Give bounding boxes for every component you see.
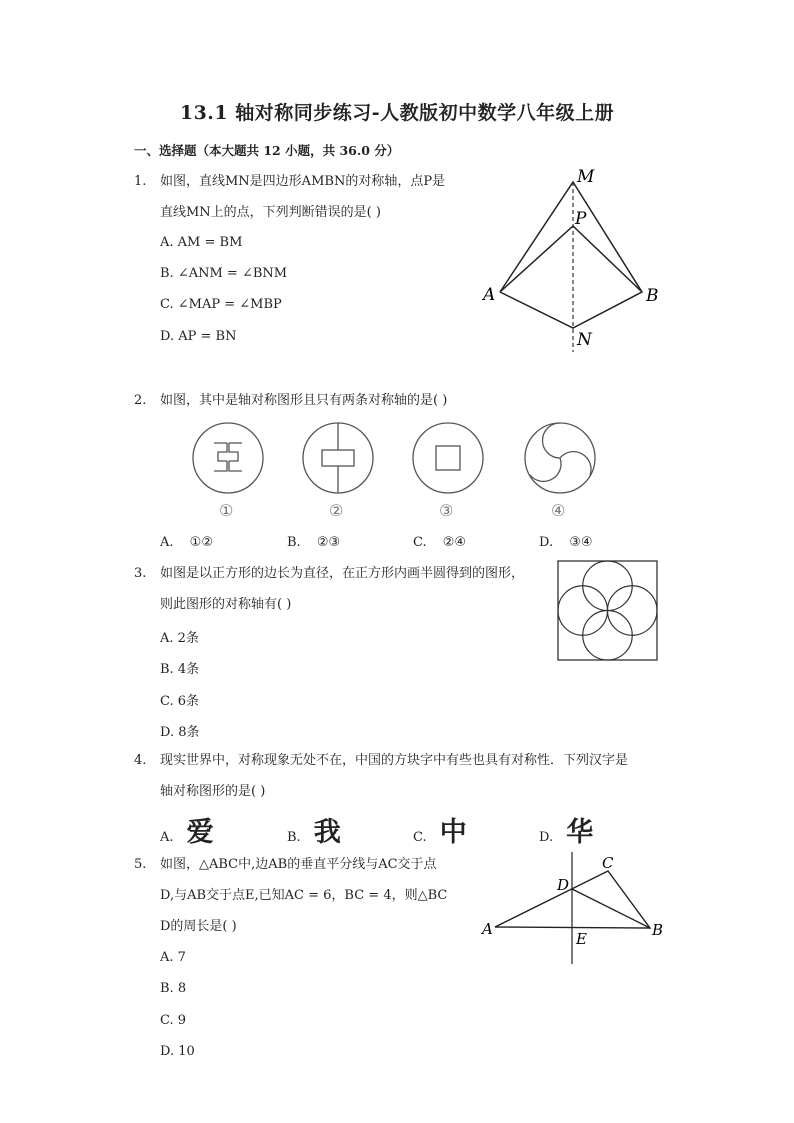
q4-text-line1: 现实世界中，对称现象无处不在，中国的方块字中有些也具有对称性．下列汉字是 bbox=[160, 753, 629, 768]
q5-number: 5. bbox=[134, 857, 147, 872]
section-heading: 一、选择题（本大题共 12 小题，共 36.0 分） bbox=[134, 143, 400, 158]
q3-option-c[interactable]: C. 6条 bbox=[160, 694, 200, 709]
q3-text-line1: 如图是以正方形的边长为直径，在正方形内画半圆得到的图形， bbox=[160, 566, 525, 581]
q2-option-c-letter: C. bbox=[413, 535, 427, 550]
q2-option-d-value: ③④ bbox=[569, 535, 593, 550]
q5-option-d[interactable]: D. 10 bbox=[160, 1044, 195, 1059]
label-p: P bbox=[575, 209, 587, 229]
q5-option-a[interactable]: A. 7 bbox=[160, 950, 186, 965]
q2-number: 2. bbox=[134, 393, 147, 408]
q1-option-d[interactable]: D. AP = BN bbox=[160, 329, 237, 344]
q1-text-line2: 直线MN上的点，下列判断错误的是( ) bbox=[160, 205, 381, 220]
segment-bd bbox=[572, 889, 650, 928]
q4-option-a-letter: A. bbox=[160, 830, 174, 845]
q2-option-b-letter: B. bbox=[287, 535, 301, 550]
q4-option-b-char: 我 bbox=[313, 817, 341, 848]
fig-label-4: ④ bbox=[551, 501, 566, 520]
coin-figure-3 bbox=[413, 423, 483, 520]
page-title: 13.1 轴对称同步练习-人教版初中数学八年级上册 bbox=[179, 102, 615, 124]
q1-number: 1. bbox=[134, 174, 147, 189]
q4-number: 4. bbox=[134, 753, 147, 768]
q1-figure-kite bbox=[470, 160, 670, 360]
coin-figure-1 bbox=[193, 423, 263, 520]
label-d: D bbox=[557, 876, 570, 894]
q4-option-b[interactable] bbox=[287, 810, 341, 849]
label-e: E bbox=[576, 930, 587, 948]
q4-option-d[interactable] bbox=[539, 810, 593, 849]
q3-option-a[interactable]: A. 2条 bbox=[160, 631, 199, 646]
coin-figure-2 bbox=[303, 423, 373, 520]
q2-figures bbox=[180, 418, 620, 523]
q2-option-d-letter: D. bbox=[539, 535, 554, 550]
q4-option-d-char: 华 bbox=[566, 817, 594, 848]
fig-label-3: ③ bbox=[439, 501, 454, 520]
q2-option-d[interactable] bbox=[539, 535, 593, 550]
q1-option-b[interactable]: B. ∠ANM = ∠BNM bbox=[160, 266, 288, 281]
q1-text-line1: 如图，直线MN是四边形AMBN的对称轴，点P是 bbox=[160, 174, 446, 189]
q5-text-line3: D的周长是( ) bbox=[160, 919, 237, 934]
q3-figure-square-petals bbox=[557, 560, 659, 662]
q2-option-a-value: ①② bbox=[189, 535, 213, 550]
fig-label-2: ② bbox=[329, 501, 344, 520]
q4-option-d-letter: D. bbox=[539, 830, 554, 845]
q1-option-c[interactable]: C. ∠MAP = ∠MBP bbox=[160, 297, 282, 312]
q4-option-c-letter: C. bbox=[413, 830, 427, 845]
label-a: A bbox=[482, 920, 493, 938]
q3-option-d[interactable]: D. 8条 bbox=[160, 725, 200, 740]
q4-option-b-letter: B. bbox=[287, 830, 301, 845]
q5-text-line1: 如图，△ABC中,边AB的垂直平分线与AC交于点 bbox=[160, 857, 437, 872]
q1-option-a[interactable]: A. AM = BM bbox=[160, 235, 243, 250]
q2-option-c-value: ②④ bbox=[442, 535, 467, 550]
label-c: C bbox=[602, 854, 614, 872]
q2-option-b[interactable] bbox=[287, 535, 340, 550]
q2-option-b-value: ②③ bbox=[316, 535, 341, 550]
label-b: B bbox=[646, 286, 659, 306]
q4-option-a[interactable] bbox=[160, 810, 214, 849]
q5-text-line2: D,与AB交于点E,已知AC = 6，BC = 4，则△BC bbox=[160, 888, 448, 903]
label-a: A bbox=[483, 285, 496, 305]
q5-option-c[interactable]: C. 9 bbox=[160, 1013, 187, 1028]
label-b: B bbox=[652, 921, 664, 939]
q2-option-a[interactable] bbox=[160, 535, 213, 550]
q4-option-a-char: 爱 bbox=[186, 817, 214, 848]
kite-ambn bbox=[500, 182, 642, 328]
q5-figure-triangle bbox=[478, 850, 678, 968]
q3-text-line2: 则此图形的对称轴有( ) bbox=[160, 597, 292, 612]
coin-figure-4 bbox=[525, 423, 595, 520]
q2-option-a-letter: A. bbox=[160, 535, 174, 550]
q3-number: 3. bbox=[134, 566, 147, 581]
q3-option-b[interactable]: B. 4条 bbox=[160, 662, 200, 677]
q4-option-c-char: 中 bbox=[439, 817, 467, 848]
q2-text: 如图，其中是轴对称图形且只有两条对称轴的是( ) bbox=[160, 393, 448, 408]
q4-text-line2: 轴对称图形的是( ) bbox=[160, 784, 266, 799]
q5-option-b[interactable]: B. 8 bbox=[160, 981, 187, 996]
label-m: M bbox=[577, 167, 595, 187]
fig-label-1: ① bbox=[219, 501, 234, 520]
label-n: N bbox=[577, 330, 592, 350]
q4-option-c[interactable] bbox=[413, 810, 467, 849]
q2-option-c[interactable] bbox=[413, 535, 466, 550]
